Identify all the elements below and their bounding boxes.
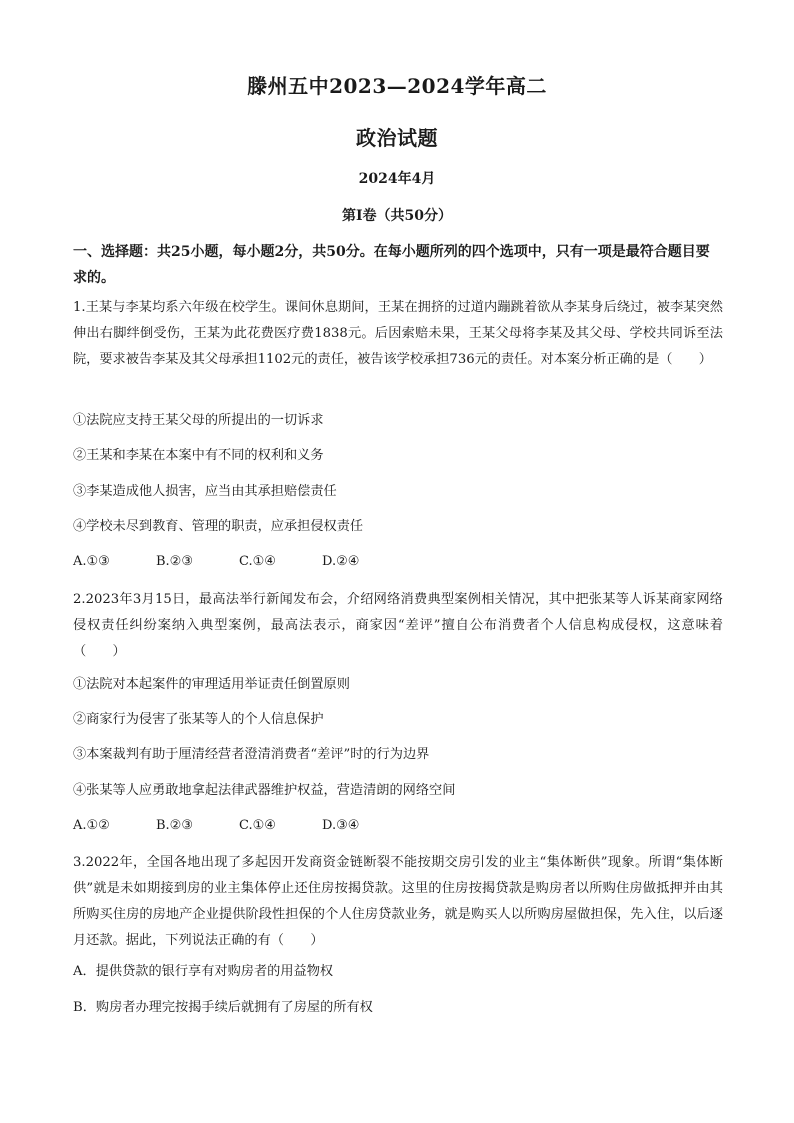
question-2-option-2: ②商家行为侵害了张某等人的个人信息保护 xyxy=(73,712,324,727)
question-1-choices xyxy=(73,552,405,572)
volume-heading: 第I卷（共50分） xyxy=(341,208,453,224)
question-1-option-3: ③李某造成他人损害，应当由其承担赔偿责任 xyxy=(73,484,337,499)
question-1-option-4: ④学校未尽到教育、管理的职责，应承担侵权责任 xyxy=(73,519,364,534)
question-2-option-4: ④张某等人应勇敢地拿起法律武器维护权益，营造清朗的网络空间 xyxy=(73,783,456,798)
choice-a: A.①② xyxy=(73,818,110,833)
question-2-option-1: ①法院对本起案件的审理适用举证责任倒置原则 xyxy=(73,677,350,692)
subject-title: 政治试题 xyxy=(356,126,438,150)
question-1-option-2: ②王某和李某在本案中有不同的权利和义务 xyxy=(73,448,324,463)
choice-c: C.①④ xyxy=(239,818,276,833)
school-title: 滕州五中2023—2024学年高二 xyxy=(247,74,547,98)
question-3-option-b: B．购房者办理完按揭手续后就拥有了房屋的所有权 xyxy=(73,1000,373,1015)
question-3-stem: 3.2022年，全国各地出现了多起因开发商资金链断裂不能按期交房引发的业主“集体断供”现象。所谓“集体断供”就是未如期接到房的业主集体停止还住房按揭贷款。这里的住房按揭贷款是购房者以所购住房做抵押并由其所购买住房的房地产企业提供阶段性担保的个人住房贷款业务，就是购买人以所购房屋做担保，先入住，以后逐月还款。据此，下列说法正确的有（ ） xyxy=(73,855,723,948)
question-1-option-1: ①法院应支持王某父母的所提出的一切诉求 xyxy=(73,413,324,428)
question-2-option-3: ③本案裁判有助于厘清经营者澄清消费者“差评”时的行为边界 xyxy=(73,747,430,762)
choice-c: C.①④ xyxy=(239,554,276,569)
question-2-stem: 2.2023年3月15日，最高法举行新闻发布会，介绍网络消费典型案例相关情况，其中把张某等人诉某商家网络侵权责任纠纷案纳入典型案例，最高法表示，商家因“差评”擅自公布消费者个人信息构成侵权，这意味着（ ） xyxy=(73,592,723,659)
choice-a: A.①③ xyxy=(73,554,110,569)
question-3-option-a: A．提供贷款的银行享有对购房者的用益物权 xyxy=(73,964,334,979)
choice-d: D.③④ xyxy=(322,818,360,833)
choice-b: B.②③ xyxy=(156,554,193,569)
question-2-choices xyxy=(73,816,405,836)
exam-date: 2024年4月 xyxy=(358,171,436,187)
section-instruction: 一、选择题：共25小题，每小题2分，共50分。在每小题所列的四个选项中，只有一项是最符合题目要求的。 xyxy=(73,244,710,286)
choice-b: B.②③ xyxy=(156,818,193,833)
choice-d: D.②④ xyxy=(322,554,360,569)
question-1-stem: 1.王某与李某均系六年级在校学生。课间休息期间，王某在拥挤的过道内蹦跳着欲从李某身后绕过，被李某突然伸出右脚绊倒受伤，王某为此花费医疗费1838元。后因索赔未果，王某父母将李某及其父母、学校共同诉至法院，要求被告李某及其父母承担1102元的责任，被告该学校承担736元的责任。对本案分析正确的是（ ） xyxy=(73,300,723,367)
